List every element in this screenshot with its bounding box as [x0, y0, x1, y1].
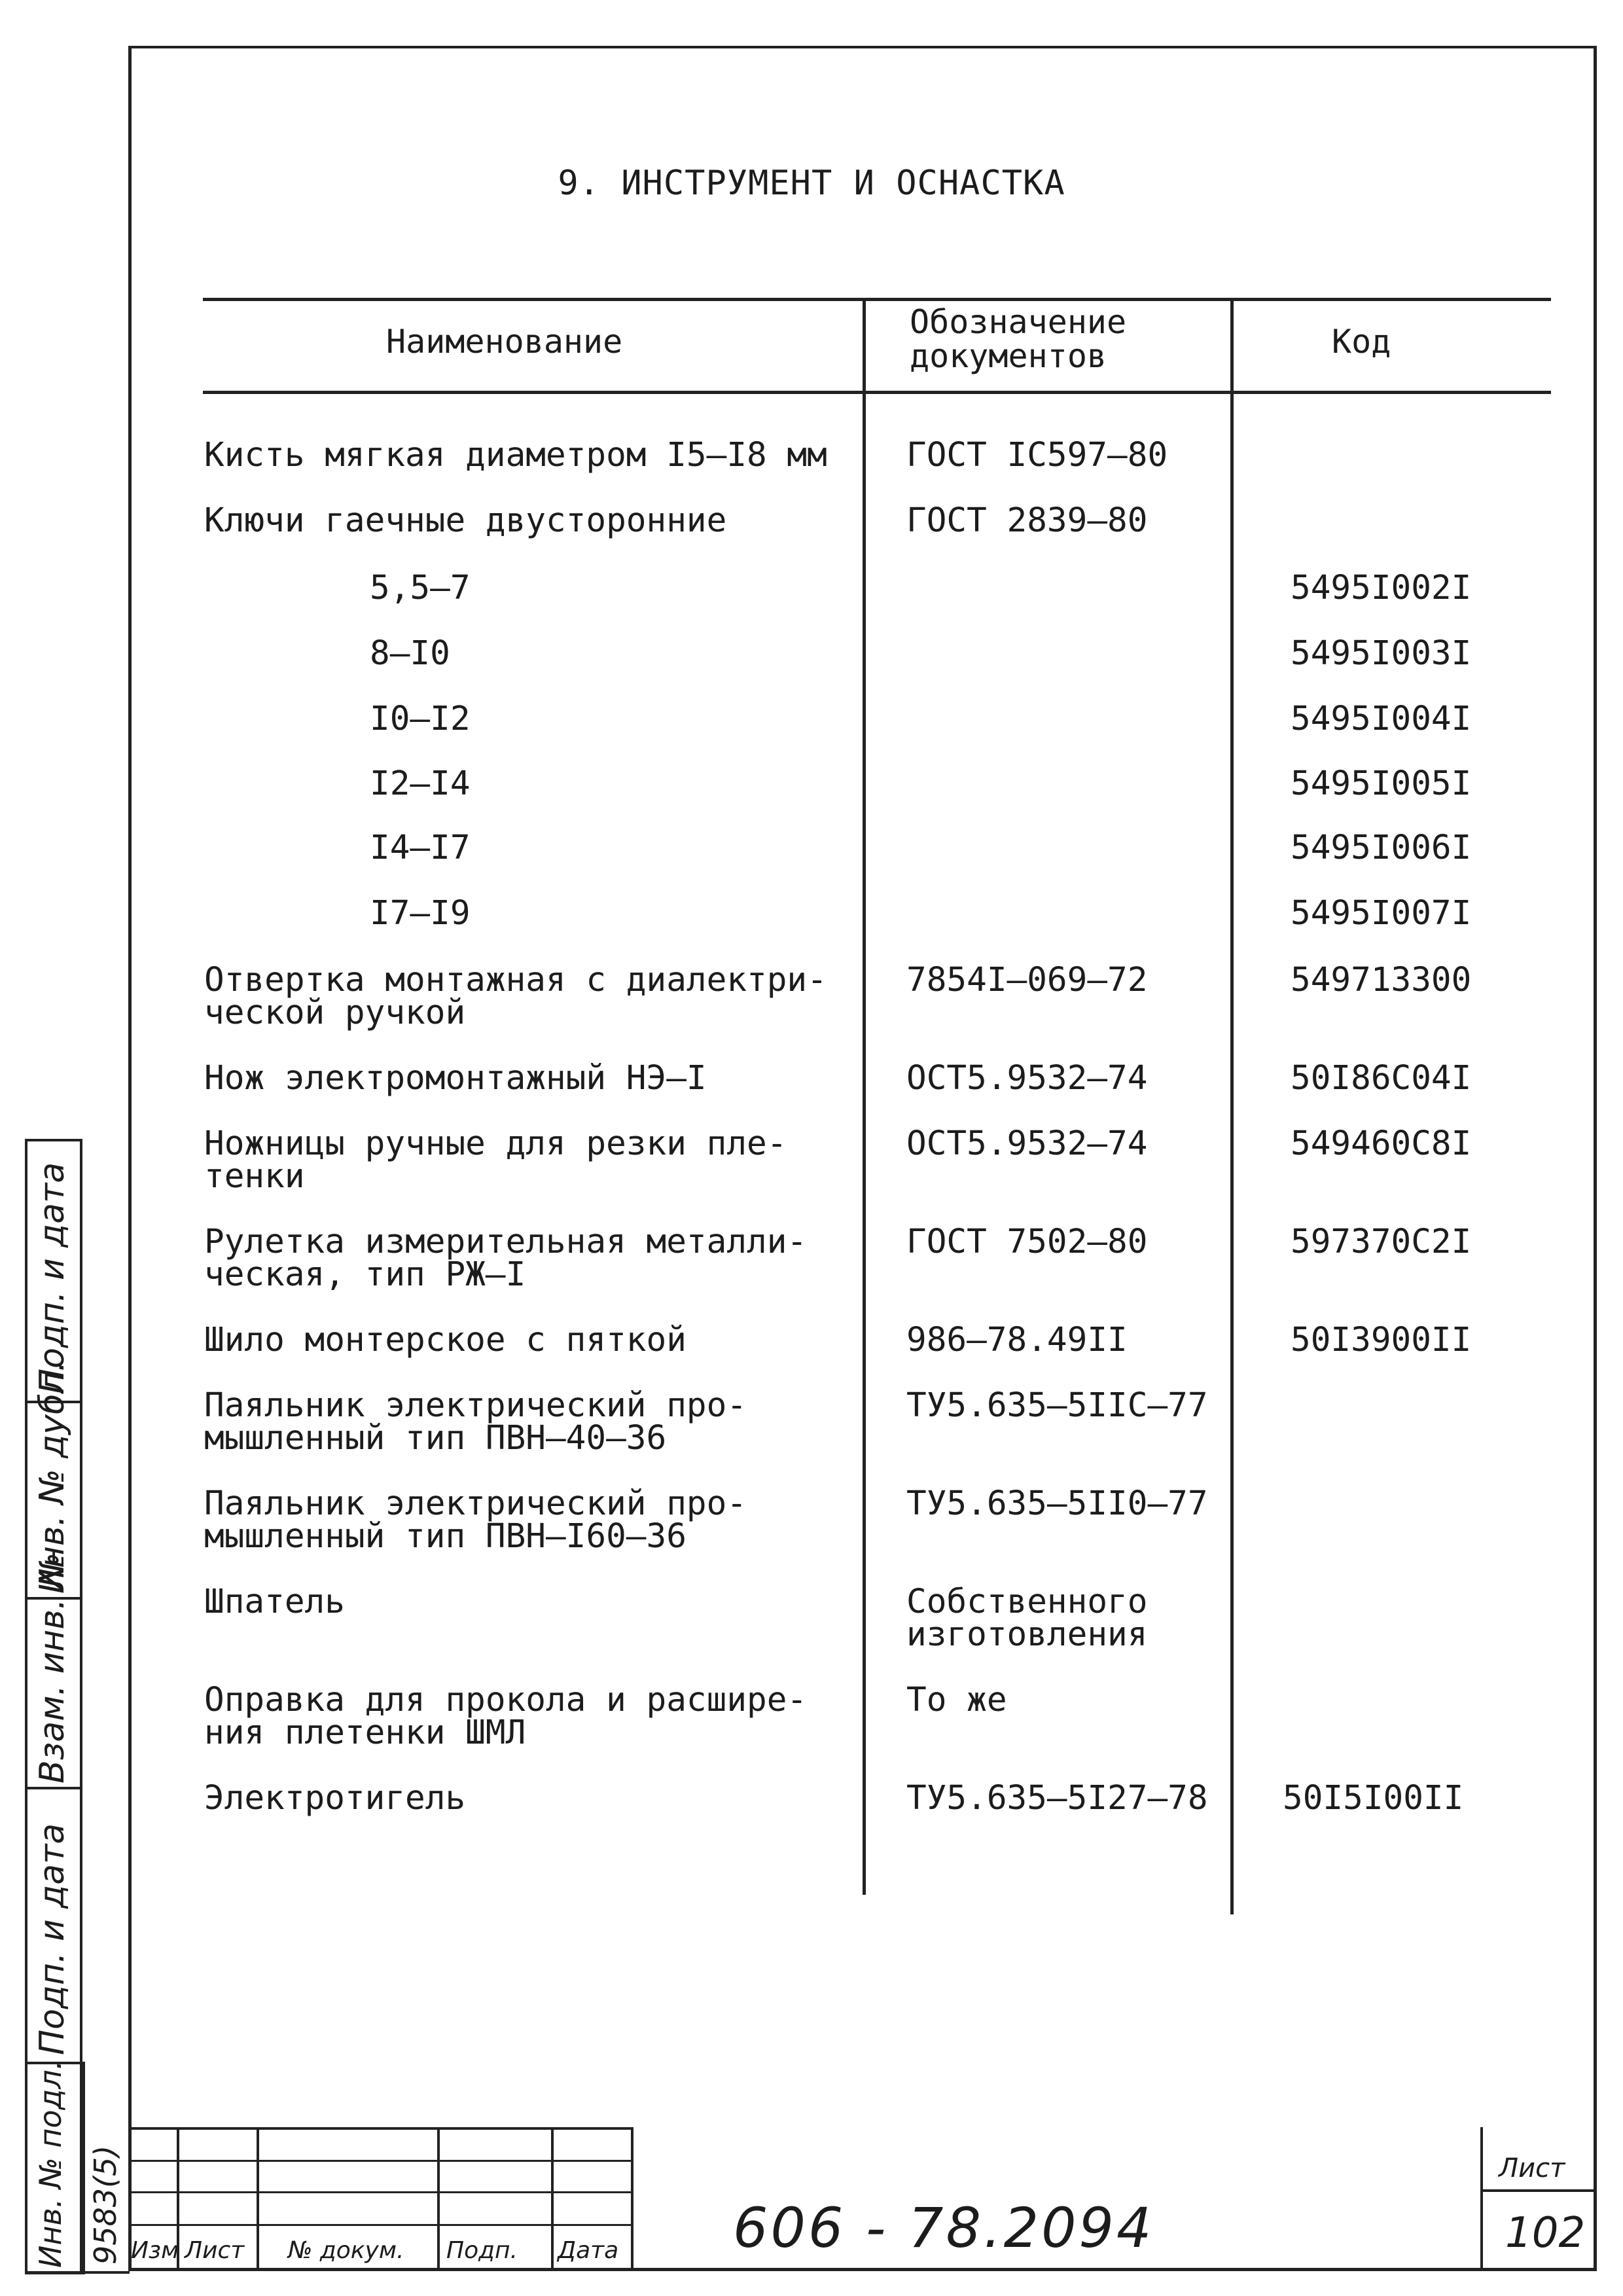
row-code: 597370C2I	[1291, 1223, 1472, 1261]
strip-label-dup-inv: Инв. № дубл.	[33, 1361, 72, 1594]
header-doc-line2: документов	[910, 337, 1107, 375]
row-name: 8–I0	[370, 634, 450, 673]
stamp-col	[631, 2127, 633, 2271]
stamp-col-signature: Подп.	[446, 2237, 518, 2264]
sheet-label: Лист	[1499, 2153, 1565, 2183]
strip-label-sign-date-2: Подп. и дата	[33, 1823, 72, 2055]
row-code: 5495I007I	[1291, 894, 1472, 933]
row-code: 50I5I00II	[1283, 1779, 1464, 1818]
row-name: Рулетка измерительная металли-	[204, 1223, 808, 1261]
document-code: 606 - 78.2094	[733, 2196, 1154, 2260]
row-doc: ТУ5.635–5II0–77	[906, 1484, 1208, 1523]
row-code: 5495I004I	[1291, 700, 1472, 738]
row-name-cont: мышленный тип ПВН–40–36	[204, 1419, 667, 1458]
strip-divider	[25, 1787, 82, 1789]
row-name: I7–I9	[370, 894, 471, 933]
stamp-col	[551, 2127, 554, 2271]
row-name-cont: мышленный тип ПВН–I60–36	[204, 1517, 687, 1556]
row-name: Шпатель	[204, 1583, 345, 1621]
row-doc: ОСТ5.9532–74	[906, 1059, 1148, 1098]
row-name: Ключи гаечные двусторонние	[204, 501, 727, 540]
stamp-col-date: Дата	[558, 2237, 619, 2264]
row-code: 549713300	[1291, 961, 1472, 999]
stamp-col	[437, 2127, 440, 2271]
strip-label-replace-inv: Взам. инв. №	[33, 1552, 72, 1784]
row-name: Кисть мягкая диаметром I5–I8 мм	[204, 436, 827, 475]
row-code: 5495I005I	[1291, 764, 1472, 803]
row-code: 5495I002I	[1291, 569, 1472, 607]
stamp-col-doc-num: № докум.	[288, 2237, 404, 2264]
row-doc: ТУ5.635–5IIC–77	[906, 1386, 1208, 1425]
row-doc: ГОСТ 2839–80	[906, 501, 1148, 540]
row-name: Нож электромонтажный НЭ–I	[204, 1059, 707, 1098]
stamp-mid-rule	[128, 2160, 632, 2162]
row-code: 5495I003I	[1291, 634, 1472, 673]
row-doc: ГОСТ 7502–80	[906, 1223, 1148, 1261]
row-code: 50I86C04I	[1291, 1059, 1472, 1098]
row-doc: То же	[906, 1681, 1007, 1719]
header-code: Код	[1332, 323, 1391, 361]
row-name: Оправка для прокола и расшире-	[204, 1681, 808, 1719]
row-name: Ножницы ручные для резки пле-	[204, 1124, 787, 1163]
row-name: Электротигель	[204, 1779, 466, 1818]
row-name: 5,5–7	[370, 569, 471, 607]
row-name-cont: тенки	[204, 1157, 305, 1196]
page-title: 9. ИНСТРУМЕНТ И ОСНАСТКА	[558, 164, 1065, 203]
strip-bottom	[25, 2271, 130, 2274]
row-name: Шило монтерское с пяткой	[204, 1321, 687, 1359]
stamp-sheet-col	[1480, 2127, 1483, 2271]
sheet-number: 102	[1505, 2209, 1586, 2257]
row-doc: Собственного	[906, 1583, 1148, 1621]
stamp-mid-rule	[128, 2224, 632, 2226]
row-name: I2–I4	[370, 764, 471, 803]
row-name: I0–I2	[370, 700, 471, 738]
header-name: Наименование	[386, 323, 623, 361]
row-doc-cont: изготовления	[906, 1615, 1148, 1654]
row-name-cont: ния плетенки ШМЛ	[204, 1713, 526, 1752]
strip-inner-line	[82, 2062, 85, 2274]
row-code: 549460C8I	[1291, 1124, 1472, 1163]
stamp-col-change: Изм	[131, 2237, 179, 2264]
stamp-col-sheet: Лист	[185, 2237, 245, 2264]
table-col-divider-1	[863, 298, 866, 1895]
row-name-cont: ческая, тип РЖ–I	[204, 1255, 526, 1294]
row-doc: 986–78.49II	[906, 1321, 1128, 1359]
stamp-col	[257, 2127, 259, 2271]
table-top-rule	[203, 298, 1551, 301]
row-name-cont: ческой ручкой	[204, 994, 466, 1032]
row-doc: 7854I–069–72	[906, 961, 1148, 999]
table-col-divider-2	[1230, 298, 1234, 1914]
row-code: 50I3900II	[1291, 1321, 1472, 1359]
row-name: Паяльник электрический про-	[204, 1386, 747, 1425]
table-header-rule	[203, 391, 1551, 394]
strip-inv-number: 9583(5)	[88, 2145, 123, 2265]
stamp-sheet-rule	[1480, 2189, 1597, 2192]
row-doc: ОСТ5.9532–74	[906, 1124, 1148, 1163]
row-name: I4–I7	[370, 829, 471, 867]
header-doc-line1: Обозначение	[910, 303, 1127, 341]
row-code: 5495I006I	[1291, 829, 1472, 867]
stamp-mid-rule	[128, 2191, 632, 2193]
row-doc: ТУ5.635–5I27–78	[906, 1779, 1208, 1818]
stamp-top-rule	[128, 2127, 632, 2130]
strip-label-orig-inv: Инв. № подл.	[33, 2060, 68, 2268]
row-doc: ГОСТ IC597–80	[906, 436, 1168, 475]
row-name: Отвертка монтажная с диалектри-	[204, 961, 827, 999]
strip-label-sign-date-1: Подп. и дата	[33, 1162, 72, 1394]
row-name: Паяльник электрический про-	[204, 1484, 747, 1523]
